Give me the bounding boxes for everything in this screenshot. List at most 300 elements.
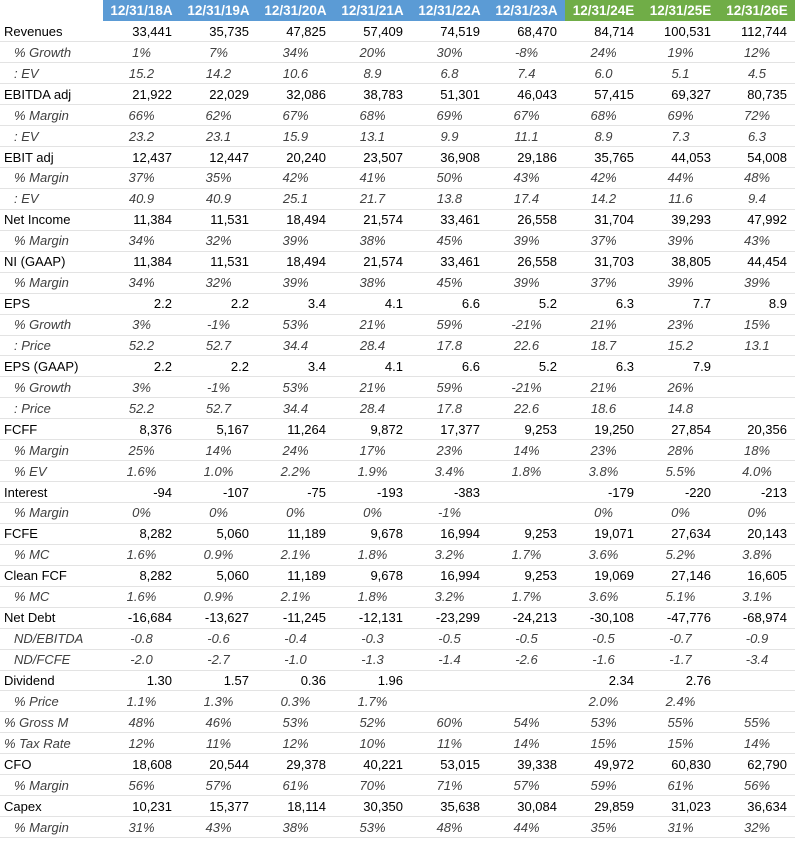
row-label: % Margin [0, 440, 103, 461]
table-cell: 20,544 [180, 754, 257, 775]
row-label: Net Debt [0, 607, 103, 628]
table-cell: 4.5 [719, 63, 795, 84]
table-cell: 11% [180, 733, 257, 754]
table-cell: -75 [257, 482, 334, 503]
table-cell: 34.4 [257, 335, 334, 356]
table-cell: 55% [642, 712, 719, 733]
table-cell: 15% [642, 733, 719, 754]
row-label: % Growth [0, 42, 103, 63]
table-cell: 18,494 [257, 209, 334, 230]
table-cell: 20,143 [719, 523, 795, 544]
table-cell: 0% [642, 503, 719, 524]
table-cell: 6.6 [411, 293, 488, 314]
table-cell: 11,384 [103, 251, 180, 272]
table-cell: -21% [488, 377, 565, 398]
table-cell: 35% [180, 168, 257, 189]
table-cell: 53% [257, 377, 334, 398]
table-cell: -2.0 [103, 649, 180, 670]
table-cell: 1.7% [488, 544, 565, 565]
table-row [0, 733, 795, 754]
table-cell: 16,994 [411, 565, 488, 586]
row-label: FCFF [0, 419, 103, 440]
table-row [0, 168, 795, 189]
table-cell: 29,186 [488, 147, 565, 168]
table-cell: 1.7% [488, 586, 565, 607]
table-row [0, 482, 795, 503]
table-cell [411, 691, 488, 712]
table-cell: 11,189 [257, 523, 334, 544]
table-cell: 67% [488, 105, 565, 126]
table-cell: 25% [103, 440, 180, 461]
row-label: % MC [0, 544, 103, 565]
table-cell: 100,531 [642, 21, 719, 42]
table-cell: 2.2% [257, 461, 334, 482]
table-cell: 53% [565, 712, 642, 733]
table-cell: 43% [488, 168, 565, 189]
table-cell: -0.6 [180, 628, 257, 649]
table-cell: 23.2 [103, 126, 180, 147]
table-cell: 80,735 [719, 84, 795, 105]
table-cell: -0.5 [488, 628, 565, 649]
table-cell: 2.4% [642, 691, 719, 712]
table-row [0, 628, 795, 649]
table-cell: 59% [565, 775, 642, 796]
row-label: : EV [0, 63, 103, 84]
table-cell: -94 [103, 482, 180, 503]
table-cell: 2.76 [642, 670, 719, 691]
table-row [0, 314, 795, 335]
table-cell [719, 670, 795, 691]
table-cell: 23.1 [180, 126, 257, 147]
table-cell: 4.1 [334, 356, 411, 377]
table-cell: 47,992 [719, 209, 795, 230]
table-row [0, 419, 795, 440]
table-cell: 26,558 [488, 251, 565, 272]
table-cell: 23% [642, 314, 719, 335]
table-cell: 11% [411, 733, 488, 754]
table-cell: -11,245 [257, 607, 334, 628]
table-row [0, 440, 795, 461]
table-cell: 27,146 [642, 565, 719, 586]
table-cell: 14.2 [565, 188, 642, 209]
table-cell: 55% [719, 712, 795, 733]
table-cell: 56% [719, 775, 795, 796]
table-cell: 40.9 [180, 188, 257, 209]
table-cell: 0.3% [257, 691, 334, 712]
table-cell: 12,437 [103, 147, 180, 168]
table-cell: 48% [719, 168, 795, 189]
table-cell: 5.2% [642, 544, 719, 565]
table-row [0, 21, 795, 42]
table-cell: 18,114 [257, 796, 334, 817]
table-row [0, 42, 795, 63]
table-cell: 14% [180, 440, 257, 461]
table-cell: 7% [180, 42, 257, 63]
table-cell: 0% [719, 503, 795, 524]
row-label: Net Income [0, 209, 103, 230]
table-cell: 38,805 [642, 251, 719, 272]
table-cell: 1.6% [103, 586, 180, 607]
table-cell: -213 [719, 482, 795, 503]
table-cell: 68% [565, 105, 642, 126]
table-cell: 14.2 [180, 63, 257, 84]
table-cell: 37% [565, 230, 642, 251]
table-cell: 9,872 [334, 419, 411, 440]
table-cell: 6.3 [565, 293, 642, 314]
table-cell: 5.2 [488, 356, 565, 377]
table-cell: 36,908 [411, 147, 488, 168]
table-cell: 4.0% [719, 461, 795, 482]
row-label: ND/EBITDA [0, 628, 103, 649]
table-cell: 48% [103, 712, 180, 733]
table-cell: -16,684 [103, 607, 180, 628]
table-cell: 13.1 [334, 126, 411, 147]
table-cell: 12,447 [180, 147, 257, 168]
table-cell: 38% [257, 817, 334, 838]
table-cell: 27,854 [642, 419, 719, 440]
table-cell: 22.6 [488, 335, 565, 356]
table-cell: 2.2 [180, 356, 257, 377]
table-cell: -383 [411, 482, 488, 503]
table-cell [488, 503, 565, 524]
table-cell: 3.2% [411, 586, 488, 607]
table-cell: 60% [411, 712, 488, 733]
table-cell: 39% [257, 272, 334, 293]
table-cell: 28% [642, 440, 719, 461]
table-cell: 11,531 [180, 209, 257, 230]
table-cell: -12,131 [334, 607, 411, 628]
table-cell: -8% [488, 42, 565, 63]
table-cell: 35,765 [565, 147, 642, 168]
table-cell: 7.9 [642, 356, 719, 377]
table-cell: 21,922 [103, 84, 180, 105]
table-cell: 72% [719, 105, 795, 126]
table-cell: 5.2 [488, 293, 565, 314]
table-cell: 2.1% [257, 586, 334, 607]
table-row [0, 293, 795, 314]
table-cell: 1.96 [334, 670, 411, 691]
table-cell: 8,376 [103, 419, 180, 440]
table-cell: -47,776 [642, 607, 719, 628]
table-cell: 2.34 [565, 670, 642, 691]
table-row [0, 105, 795, 126]
table-cell: 27,634 [642, 523, 719, 544]
table-cell: 1.7% [334, 691, 411, 712]
table-cell [488, 691, 565, 712]
table-cell: 52.2 [103, 398, 180, 419]
table-cell: 3.4% [411, 461, 488, 482]
row-label: % EV [0, 461, 103, 482]
table-cell: 5.1% [642, 586, 719, 607]
table-cell: 1.8% [488, 461, 565, 482]
table-cell: 53% [334, 817, 411, 838]
table-cell: 40.9 [103, 188, 180, 209]
table-cell: -220 [642, 482, 719, 503]
table-row [0, 544, 795, 565]
table-cell: 26% [642, 377, 719, 398]
table-cell: 6.3 [719, 126, 795, 147]
table-cell: 18.7 [565, 335, 642, 356]
table-cell: -23,299 [411, 607, 488, 628]
table-cell: 44% [642, 168, 719, 189]
table-cell: 8.9 [719, 293, 795, 314]
table-cell: 39% [719, 272, 795, 293]
table-cell: 28.4 [334, 398, 411, 419]
table-cell: 42% [565, 168, 642, 189]
table-cell: 32% [180, 230, 257, 251]
table-cell: 47,825 [257, 21, 334, 42]
table-cell: 15% [719, 314, 795, 335]
table-cell: 6.0 [565, 63, 642, 84]
table-cell: -0.5 [565, 628, 642, 649]
table-cell: 34.4 [257, 398, 334, 419]
column-header: 12/31/24E [565, 0, 642, 21]
row-label: EPS [0, 293, 103, 314]
table-cell: 17.8 [411, 335, 488, 356]
table-cell: 18.6 [565, 398, 642, 419]
table-cell: 33,461 [411, 251, 488, 272]
row-label: % Margin [0, 105, 103, 126]
table-cell: 2.1% [257, 544, 334, 565]
table-cell: 69% [642, 105, 719, 126]
table-cell: 3.6% [565, 544, 642, 565]
table-cell: 59% [411, 377, 488, 398]
table-row [0, 649, 795, 670]
table-cell: 31,703 [565, 251, 642, 272]
table-cell: 53% [257, 314, 334, 335]
table-cell: 46,043 [488, 84, 565, 105]
table-cell: 36,634 [719, 796, 795, 817]
table-cell: 50% [411, 168, 488, 189]
table-cell: 18,494 [257, 251, 334, 272]
table-cell: 41% [334, 168, 411, 189]
table-cell: 1% [103, 42, 180, 63]
table-cell: 16,605 [719, 565, 795, 586]
table-row [0, 712, 795, 733]
table-cell: 7.4 [488, 63, 565, 84]
table-cell: 35% [565, 817, 642, 838]
row-label: % Margin [0, 775, 103, 796]
table-cell: 1.3% [180, 691, 257, 712]
table-cell: 10,231 [103, 796, 180, 817]
row-label: EBIT adj [0, 147, 103, 168]
table-cell: 52% [334, 712, 411, 733]
table-cell: 68% [334, 105, 411, 126]
table-row [0, 188, 795, 209]
table-cell: 68,470 [488, 21, 565, 42]
table-cell: 44% [488, 817, 565, 838]
row-label: % Tax Rate [0, 733, 103, 754]
table-cell: 52.7 [180, 335, 257, 356]
row-label: % Margin [0, 230, 103, 251]
table-cell: 0.9% [180, 586, 257, 607]
table-cell: 38,783 [334, 84, 411, 105]
table-row [0, 754, 795, 775]
table-cell: 30,084 [488, 796, 565, 817]
table-cell: 8.9 [334, 63, 411, 84]
table-row [0, 377, 795, 398]
table-cell: 1.6% [103, 461, 180, 482]
row-label: EPS (GAAP) [0, 356, 103, 377]
table-cell: 31% [103, 817, 180, 838]
table-cell: 9.4 [719, 188, 795, 209]
row-label: Dividend [0, 670, 103, 691]
table-cell: 84,714 [565, 21, 642, 42]
table-row [0, 607, 795, 628]
table-cell: 33,441 [103, 21, 180, 42]
table-cell: 3.8% [565, 461, 642, 482]
row-label: % Margin [0, 272, 103, 293]
table-cell: 62,790 [719, 754, 795, 775]
table-cell: 12% [103, 733, 180, 754]
table-cell: 11.6 [642, 188, 719, 209]
table-cell: 8.9 [565, 126, 642, 147]
table-cell: 9,253 [488, 565, 565, 586]
table-cell: 22,029 [180, 84, 257, 105]
table-cell: 20% [334, 42, 411, 63]
table-cell: 2.2 [180, 293, 257, 314]
table-cell: 43% [180, 817, 257, 838]
table-cell: 14.8 [642, 398, 719, 419]
table-row [0, 817, 795, 838]
table-row [0, 775, 795, 796]
table-cell: 39,293 [642, 209, 719, 230]
table-cell: 3.6% [565, 586, 642, 607]
table-cell: 9,253 [488, 419, 565, 440]
table-body [0, 21, 795, 838]
table-cell: -107 [180, 482, 257, 503]
table-cell: -2.6 [488, 649, 565, 670]
table-cell: 23% [411, 440, 488, 461]
column-header: 12/31/20A [257, 0, 334, 21]
table-cell: 29,859 [565, 796, 642, 817]
table-cell [488, 482, 565, 503]
table-cell: 54% [488, 712, 565, 733]
table-cell: 24% [257, 440, 334, 461]
table-cell: 61% [257, 775, 334, 796]
table-cell: 1.9% [334, 461, 411, 482]
table-row [0, 398, 795, 419]
table-cell: 11,531 [180, 251, 257, 272]
table-cell: -68,974 [719, 607, 795, 628]
table-cell: 21% [334, 377, 411, 398]
row-label: Interest [0, 482, 103, 503]
table-cell: 2.0% [565, 691, 642, 712]
table-cell: 9,678 [334, 523, 411, 544]
table-cell: 0% [334, 503, 411, 524]
table-cell: 8,282 [103, 523, 180, 544]
table-cell: 62% [180, 105, 257, 126]
table-cell: -179 [565, 482, 642, 503]
table-cell: 45% [411, 272, 488, 293]
table-cell: 22.6 [488, 398, 565, 419]
table-cell: 74,519 [411, 21, 488, 42]
row-label: % Gross M [0, 712, 103, 733]
table-cell: 69% [411, 105, 488, 126]
row-label: : Price [0, 335, 103, 356]
table-cell: 15% [565, 733, 642, 754]
table-cell: 38% [334, 272, 411, 293]
table-cell: 35,638 [411, 796, 488, 817]
table-cell: 34% [103, 272, 180, 293]
table-cell [411, 670, 488, 691]
table-cell: 5,060 [180, 565, 257, 586]
table-cell: 44,454 [719, 251, 795, 272]
table-cell: 46% [180, 712, 257, 733]
table-cell: 26,558 [488, 209, 565, 230]
table-cell: 8,282 [103, 565, 180, 586]
table-cell: 34% [257, 42, 334, 63]
table-cell: -0.3 [334, 628, 411, 649]
table-cell: 56% [103, 775, 180, 796]
table-cell: 21% [565, 314, 642, 335]
table-cell: 31,704 [565, 209, 642, 230]
table-cell: -1.0 [257, 649, 334, 670]
table-cell: 37% [565, 272, 642, 293]
table-cell: 17% [334, 440, 411, 461]
table-cell: 11,264 [257, 419, 334, 440]
table-cell: 21,574 [334, 251, 411, 272]
table-row [0, 670, 795, 691]
table-cell: 37% [103, 168, 180, 189]
table-cell: 17.8 [411, 398, 488, 419]
table-cell: 20,356 [719, 419, 795, 440]
table-cell: 14% [488, 733, 565, 754]
row-label: EBITDA adj [0, 84, 103, 105]
table-cell: 11,189 [257, 565, 334, 586]
table-cell: 2.2 [103, 356, 180, 377]
table-cell: -0.4 [257, 628, 334, 649]
table-cell: 53% [257, 712, 334, 733]
table-cell: 57% [488, 775, 565, 796]
table-cell: -1.7 [642, 649, 719, 670]
table-cell: -1% [180, 314, 257, 335]
row-label: % Margin [0, 503, 103, 524]
table-cell: 59% [411, 314, 488, 335]
table-row [0, 461, 795, 482]
table-cell: 3.4 [257, 356, 334, 377]
table-cell: 45% [411, 230, 488, 251]
table-cell: 19,071 [565, 523, 642, 544]
row-label: FCFE [0, 523, 103, 544]
table-row [0, 796, 795, 817]
table-cell: 71% [411, 775, 488, 796]
table-cell: 9,678 [334, 565, 411, 586]
table-cell: -1% [411, 503, 488, 524]
table-cell: 19,250 [565, 419, 642, 440]
table-row [0, 691, 795, 712]
table-cell: 52.7 [180, 398, 257, 419]
table-cell: 24% [565, 42, 642, 63]
table-cell: 15.9 [257, 126, 334, 147]
table-cell: -2.7 [180, 649, 257, 670]
header-corner [0, 0, 103, 21]
table-cell: 0% [257, 503, 334, 524]
table-cell: 39% [642, 272, 719, 293]
table-cell: 3.2% [411, 544, 488, 565]
table-cell: 0% [565, 503, 642, 524]
table-row [0, 63, 795, 84]
row-label: Capex [0, 796, 103, 817]
table-cell: 57,415 [565, 84, 642, 105]
table-cell: -21% [488, 314, 565, 335]
row-label: Revenues [0, 21, 103, 42]
table-cell: 18,608 [103, 754, 180, 775]
table-cell: 48% [411, 817, 488, 838]
table-cell: -193 [334, 482, 411, 503]
table-cell: -1% [180, 377, 257, 398]
table-cell: 112,744 [719, 21, 795, 42]
